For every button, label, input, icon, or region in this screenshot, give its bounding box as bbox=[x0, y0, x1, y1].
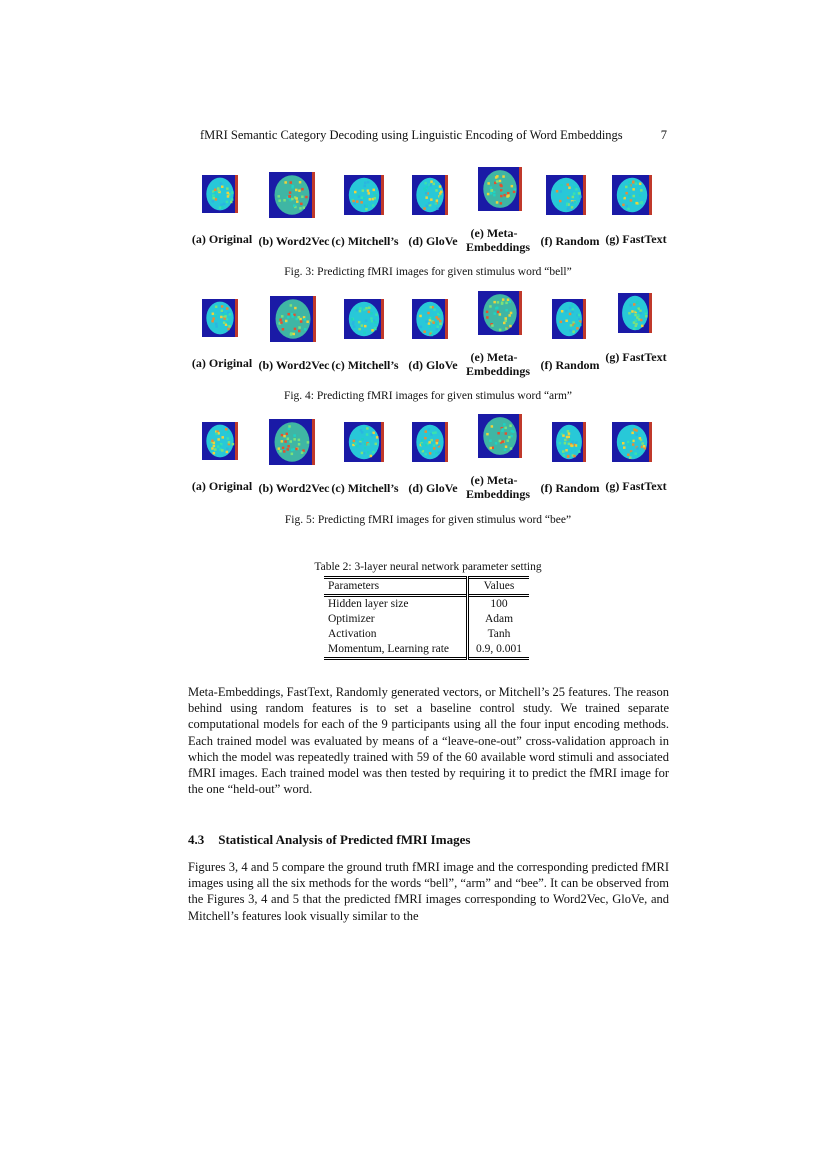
subfigure-label: (c) Mitchell’s bbox=[331, 358, 399, 372]
table-row bbox=[324, 612, 529, 627]
subfigure-label: (f) Random bbox=[540, 358, 600, 372]
section-number: 4.3 bbox=[188, 832, 205, 847]
table-header-parameters: Parameters bbox=[324, 578, 468, 596]
section-title: Statistical Analysis of Predicted fMRI Images bbox=[218, 832, 471, 847]
fmri-image bbox=[202, 299, 238, 337]
table-cell: Tanh bbox=[487, 628, 511, 640]
fmri-image bbox=[269, 419, 315, 465]
table-header-values: Values bbox=[483, 580, 515, 592]
subfigure-label: (b) Word2Vec bbox=[258, 481, 330, 495]
fmri-image bbox=[478, 291, 522, 335]
figure-4-caption: Fig. 4: Predicting fMRI images for given stimulus word “arm” bbox=[283, 390, 573, 402]
paragraph: Meta-Embeddings, FastText, Randomly generated vectors, or Mitchell’s 25 features. The reason behind using random features is to set a baseline control study. We trained separate computational models for each of the 9 participants using all the four input encoding methods. Each trained model was evaluated by means of a “leave-one-out” cross-validation approach in which the model was repeatedly trained with 59 of the 60 available word stimuli and associated fMRI images. Each trained model was then tested by requiring it to predict the fMRI image for the one “held-out” word. bbox=[188, 685, 669, 797]
figure-4-panel bbox=[618, 293, 652, 333]
subfigure-label: (d) GloVe bbox=[408, 358, 458, 372]
parameter-table bbox=[324, 576, 529, 660]
fmri-image bbox=[612, 422, 652, 462]
fmri-image bbox=[552, 299, 586, 339]
figure-4-panel bbox=[270, 296, 316, 342]
table-cell: Activation bbox=[324, 627, 468, 642]
table-header-row bbox=[324, 578, 529, 596]
fmri-image bbox=[618, 293, 652, 333]
subfigure-label: Embeddings bbox=[466, 487, 531, 501]
figure-5-panel bbox=[269, 419, 315, 465]
subfigure-label: (e) Meta- bbox=[470, 473, 518, 487]
paragraph: Figures 3, 4 and 5 compare the ground truth fMRI image and the corresponding predicted fMRI images using all the six methods for the words “bell”, “arm” and “bee”. It can be observed from the Figures 3, 4 and 5 that the predicted fMRI images corresponding to Word2Vec, GloVe, and Mitchell’s features look visually similar to the bbox=[188, 860, 669, 923]
running-head bbox=[200, 128, 670, 146]
subfigure-label: (g) FastText bbox=[605, 350, 667, 364]
figure-5-panel bbox=[478, 414, 522, 458]
figure-3-panel bbox=[269, 172, 315, 218]
subfigure-label: Embeddings bbox=[466, 364, 531, 378]
figure-4-panel bbox=[478, 291, 522, 335]
table-cell: Adam bbox=[484, 613, 514, 625]
figure-4-panel bbox=[202, 299, 238, 337]
subfigure-label: (g) FastText bbox=[605, 479, 667, 493]
subfigure-label: (f) Random bbox=[540, 481, 600, 495]
table-cell: Optimizer bbox=[324, 612, 468, 627]
figure-3-panel bbox=[546, 175, 586, 215]
fmri-image bbox=[612, 175, 652, 215]
subfigure-label: (b) Word2Vec bbox=[258, 358, 330, 372]
figure-3-panel bbox=[202, 175, 238, 213]
subfigure-label: (c) Mitchell’s bbox=[331, 234, 399, 248]
figure-5-panel bbox=[612, 422, 652, 462]
figure-4-panel bbox=[344, 299, 384, 339]
figure-4-panel bbox=[552, 299, 586, 339]
subfigure-label: (c) Mitchell’s bbox=[331, 481, 399, 495]
fmri-image bbox=[412, 299, 448, 339]
figure-3-panel bbox=[412, 175, 448, 215]
figure-5-panel bbox=[552, 422, 586, 462]
figure-4-panel bbox=[412, 299, 448, 339]
subfigure-label: (a) Original bbox=[191, 232, 253, 246]
fmri-image bbox=[202, 175, 238, 213]
figure-3-panel bbox=[478, 167, 522, 211]
figure-5-caption: Fig. 5: Predicting fMRI images for given stimulus word “bee” bbox=[284, 514, 572, 526]
fmri-image bbox=[546, 175, 586, 215]
fmri-image bbox=[344, 422, 384, 462]
fmri-image bbox=[344, 299, 384, 339]
table-row bbox=[324, 642, 529, 659]
table-row bbox=[324, 627, 529, 642]
subfigure-label: (f) Random bbox=[540, 234, 600, 248]
fmri-image bbox=[412, 175, 448, 215]
table-row bbox=[324, 596, 529, 613]
page-number: 7 bbox=[660, 128, 667, 142]
subfigure-label: (d) GloVe bbox=[408, 481, 458, 495]
running-title: fMRI Semantic Category Decoding using Linguistic Encoding of Word Embeddings bbox=[200, 128, 623, 142]
fmri-image bbox=[344, 175, 384, 215]
figure-3-panel bbox=[344, 175, 384, 215]
fmri-image bbox=[202, 422, 238, 460]
subfigure-label: Embeddings bbox=[466, 240, 531, 254]
table-cell: Hidden layer size bbox=[324, 596, 468, 613]
table-caption: Table 2: 3-layer neural network parameter setting bbox=[314, 561, 542, 573]
fmri-image bbox=[478, 414, 522, 458]
figure-5-panel bbox=[344, 422, 384, 462]
fmri-image bbox=[270, 296, 316, 342]
subfigure-label: (d) GloVe bbox=[408, 234, 458, 248]
table-cell: Momentum, Learning rate bbox=[324, 642, 468, 659]
figure-3-panel bbox=[612, 175, 652, 215]
subfigure-label: (g) FastText bbox=[605, 232, 667, 246]
fmri-image bbox=[412, 422, 448, 462]
figure-5-panel bbox=[412, 422, 448, 462]
fmri-image bbox=[269, 172, 315, 218]
table-cell: 0.9, 0.001 bbox=[476, 643, 522, 655]
subfigure-label: (e) Meta- bbox=[470, 350, 518, 364]
section-heading bbox=[188, 832, 470, 848]
subfigure-label: (e) Meta- bbox=[470, 226, 518, 240]
subfigure-label: (a) Original bbox=[191, 356, 253, 370]
fmri-image bbox=[552, 422, 586, 462]
subfigure-label: (b) Word2Vec bbox=[258, 234, 330, 248]
figure-3-caption: Fig. 3: Predicting fMRI images for given stimulus word “bell” bbox=[284, 266, 572, 278]
subfigure-label: (a) Original bbox=[191, 479, 253, 493]
table-cell: 100 bbox=[490, 598, 508, 610]
fmri-image bbox=[478, 167, 522, 211]
figure-5-panel bbox=[202, 422, 238, 460]
